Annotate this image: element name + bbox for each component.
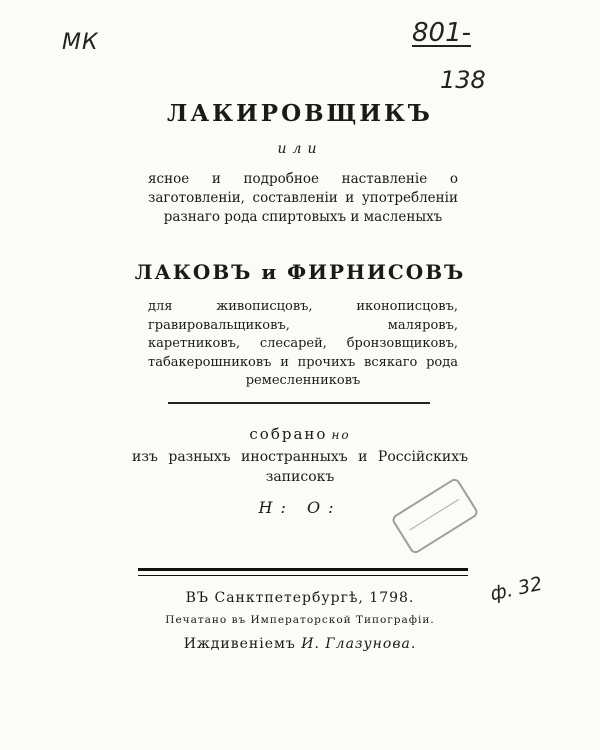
book-title: ЛАКИРОВЩИКЪ: [167, 100, 433, 127]
handwritten-mark-mk: МК: [62, 30, 99, 55]
description-paragraph: ясное и подробное наставленіе о заготовленіи, составленіи и употребленіи разнаго рода спиртовыхъ и масленыхъ: [148, 171, 458, 225]
collected-note: но: [331, 428, 351, 442]
collected-word: собрано: [249, 425, 328, 443]
handwritten-side-mark: ф. 32: [488, 572, 545, 606]
conjunction-or: или: [277, 141, 323, 157]
sources-paragraph: изъ разныхъ иностранныхъ и Россійскихъ записокъ: [132, 449, 468, 485]
divider-rule: [168, 402, 430, 404]
imprint-printer: Печатано въ Императорской Типографіи.: [165, 614, 435, 626]
handwritten-catalog-number: 138: [440, 66, 486, 94]
handwritten-shelf-number: 801-: [412, 18, 472, 48]
publisher-name: И. Глазунова.: [301, 636, 417, 652]
publisher-prefix: Иждивеніемъ: [183, 636, 296, 652]
subject-heading: ЛАКОВЪ и ФИРНИСОВЪ: [134, 260, 466, 284]
audience-paragraph: для живописцовъ, иконописцовъ, гравировальщиковъ, маляровъ, каретниковъ, слесарей, бронзовщиковъ, табакерошниковъ и прочихъ всякаго рода ремесленниковъ: [148, 299, 458, 388]
author-initials: Н: О:: [258, 498, 342, 517]
imprint-publisher: [0, 636, 600, 652]
double-divider-rule: [138, 568, 468, 576]
collected-line: [0, 425, 600, 443]
library-stamp: [390, 477, 479, 556]
imprint-city-year: ВЪ Санктпетербургѣ, 1798.: [185, 590, 415, 606]
